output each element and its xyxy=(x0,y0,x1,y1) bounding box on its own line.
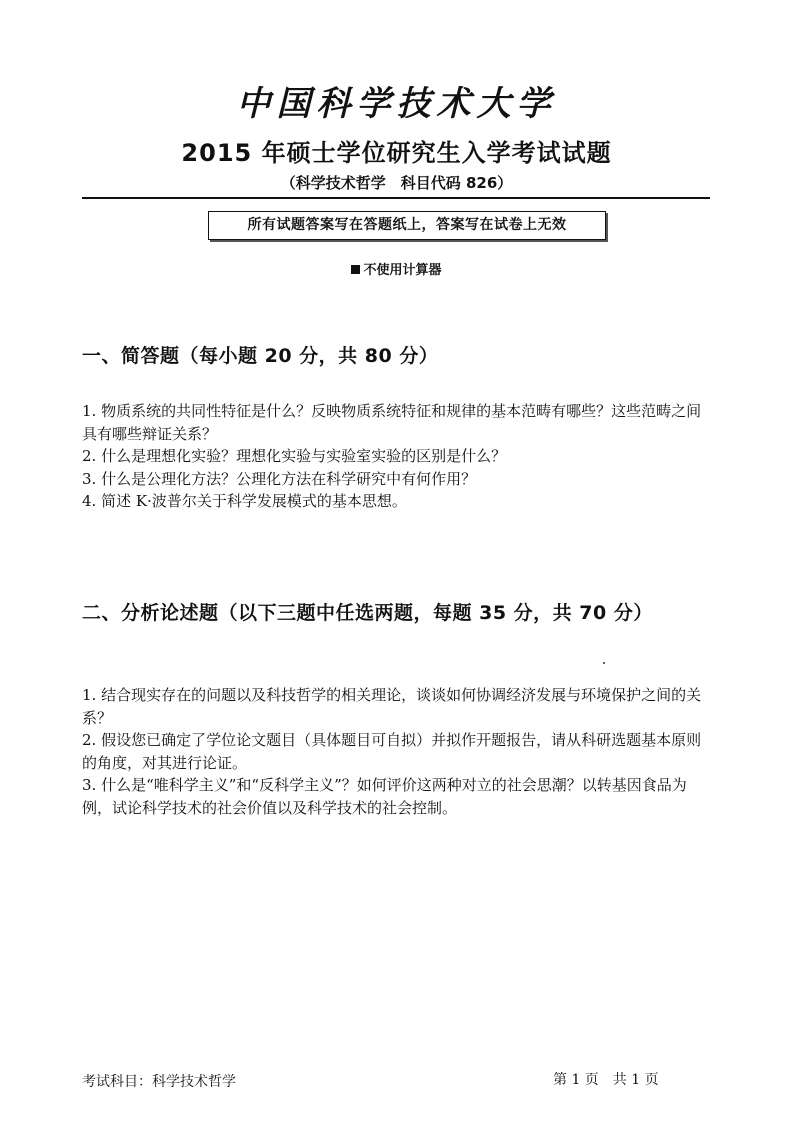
question-item: 3. 什么是“唯科学主义”和“反科学主义”？如何评价这两种对立的社会思潮？以转基因食品为例，试论科学技术的社会价值以及科学技术的社会控制。 xyxy=(82,776,687,817)
essay-questions xyxy=(82,684,716,819)
calculator-note xyxy=(0,259,793,278)
question-item: 3. 什么是公理化方法？公理化方法在科学研究中有何作用？ xyxy=(82,469,477,488)
exam-title: 2015 年硕士学位研究生入学考试试题 xyxy=(181,139,612,167)
question-item: 1. 物质系统的共同性特征是什么？反映物质系统特征和规律的基本范畴有哪些？这些范畴之间具有哪些辩证关系？ xyxy=(82,402,702,443)
header-divider xyxy=(82,197,710,199)
answer-notice-text: 所有试题答案写在答题纸上，答案写在试卷上无效 xyxy=(247,217,567,233)
footer-subject: 考试科目：科学技术哲学 xyxy=(82,1074,236,1090)
section-heading-short-answer: 一、简答题（每小题 20 分，共 80 分） xyxy=(82,345,439,367)
question-item: 2. 什么是理想化实验？理想化实验与实验室实验的区别是什么？ xyxy=(82,447,507,465)
question-item: 1. 结合现实存在的问题以及科技哲学的相关理论，谈谈如何协调经济发展与环境保护之间的关系？ xyxy=(82,686,702,727)
answer-notice-box xyxy=(208,211,606,240)
question-item: 2. 假设您已确定了学位论文题目（具体题目可自拟）并拟作开题报告，请从科研选题基本原则的角度，对其进行论证。 xyxy=(82,731,702,772)
subject-code-line: （科学技术哲学 科目代码 826） xyxy=(280,174,513,192)
footer-pagination: 第 1 页 共 1 页 xyxy=(553,1072,659,1088)
question-item: 4. 简述 K·波普尔关于科学发展模式的基本思想。 xyxy=(82,492,407,510)
calculator-note-text: 不使用计算器 xyxy=(363,263,442,278)
black-square-icon xyxy=(351,265,360,274)
scan-speck xyxy=(603,662,605,664)
short-answer-questions xyxy=(82,400,716,513)
section-heading-essay: 二、分析论述题（以下三题中任选两题，每题 35 分，共 70 分） xyxy=(82,602,653,624)
university-name: 中国科学技术大学 xyxy=(236,84,557,124)
